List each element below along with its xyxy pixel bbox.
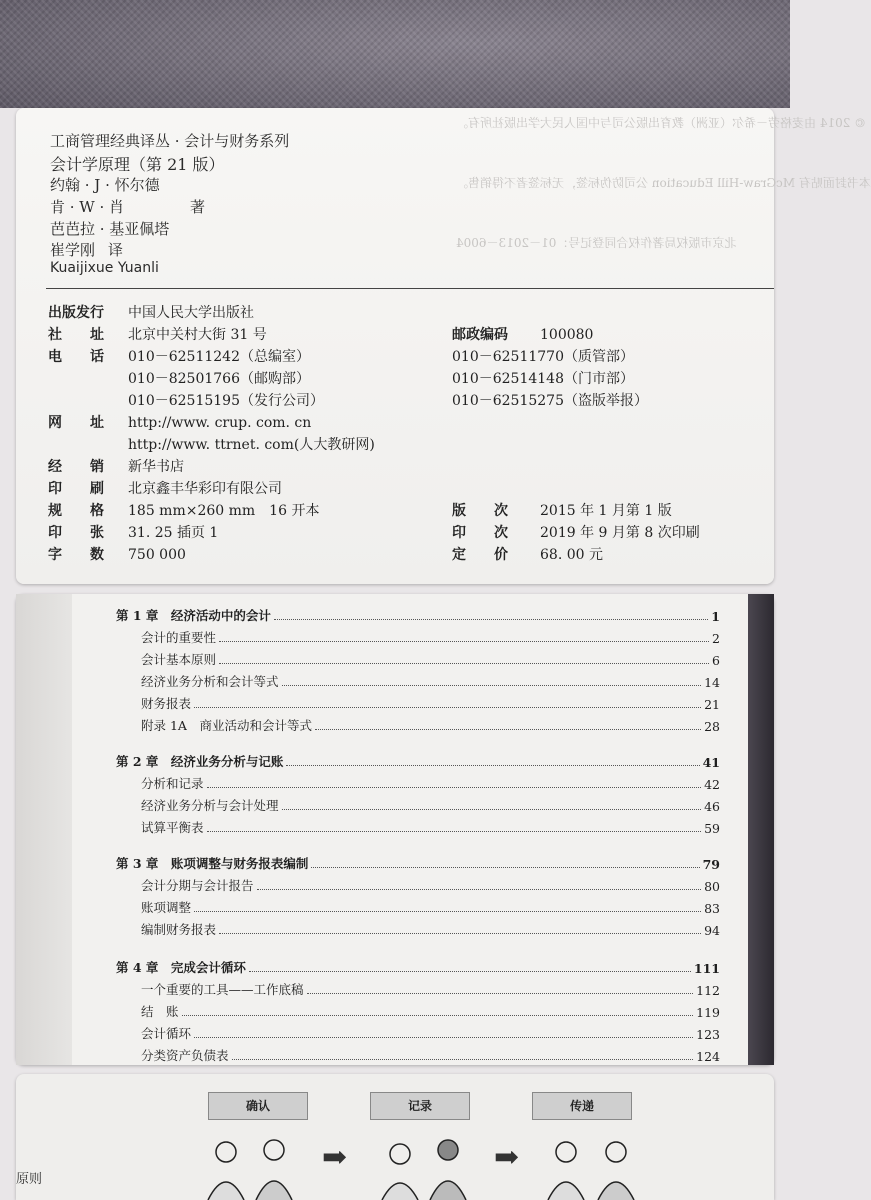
info-row-sheets: 印 张 31. 25 插页 1	[48, 525, 219, 541]
toc-section-row	[141, 650, 720, 668]
info-row-website-2: http://www. ttrnet. com(人大教研网)	[128, 437, 375, 453]
info-row-address: 社 址 北京中关村大街 31 号	[48, 327, 267, 343]
toc-entry-title: 第 4 章 完成会计循环	[116, 960, 246, 975]
info-row-website: 网 址 http://www. crup. com. cn	[48, 415, 312, 431]
info-row-wordcount: 字 数 750 000	[48, 547, 186, 563]
toc-leader-dots	[307, 993, 694, 994]
toc-entry-title: 经济业务分析和会计等式	[141, 674, 279, 689]
toc-leader-dots	[219, 663, 709, 664]
toc-entry-title: 第 3 章 账项调整与财务报表编制	[116, 856, 309, 871]
toc-section-row	[141, 628, 720, 646]
info-row-edition: 版 次 2015 年 1 月第 1 版	[452, 503, 672, 519]
toc-entry-title: 第 2 章 经济业务分析与记账	[116, 754, 284, 769]
toc-entry-title: 会计的重要性	[141, 630, 217, 645]
toc-leader-dots	[286, 765, 699, 766]
toc-leader-dots	[207, 787, 702, 788]
show-through-text: © 2014 由麦格劳－希尔（亚洲）教育出版公司与中国人民大学出版社所有。	[456, 116, 867, 130]
info-row-phone: 电 话 010－62511242（总编室）	[48, 349, 310, 365]
arrow-icon: ➡	[494, 1140, 520, 1175]
author-2: 肯 · W · 肖	[50, 198, 125, 216]
toc-entry-title: 编制财务报表	[141, 922, 217, 937]
step-box-record: 记录	[370, 1092, 470, 1120]
toc-page-number: 112	[696, 983, 720, 998]
people-illustration	[536, 1134, 646, 1200]
copyright-page-photo	[16, 108, 871, 584]
side-page-text: 原则	[16, 1172, 43, 1187]
toc-section-row	[141, 774, 720, 792]
book-title: 会计学原理（第 21 版）	[50, 155, 225, 174]
toc-page-number: 28	[704, 719, 720, 734]
show-through-text: 北京市版权局著作权合同登记号：01－2013－6004	[456, 236, 737, 250]
toc-entry-title: 一个重要的工具——工作底稿	[141, 982, 304, 997]
info-row-publisher: 出版发行 中国人民大学出版社	[48, 305, 254, 321]
toc-entry-title: 试算平衡表	[141, 820, 204, 835]
toc-leader-dots	[311, 867, 699, 868]
fabric-background	[0, 0, 790, 108]
divider-rule	[46, 288, 774, 289]
toc-leader-dots	[207, 831, 702, 832]
table-of-contents-photo	[16, 594, 774, 1065]
facing-page-edge	[16, 594, 72, 1065]
toc-page-number: 2	[712, 631, 720, 646]
info-row-postcode: 邮政编码 100080	[452, 327, 594, 343]
info-row-phone-store: 010－62514148（门市部）	[452, 371, 634, 387]
toc-section-row	[141, 796, 720, 814]
toc-leader-dots	[194, 911, 701, 912]
toc-page-number: 124	[696, 1049, 720, 1064]
toc-chapter-row	[116, 958, 720, 976]
toc-page-number: 21	[704, 697, 720, 712]
toc-section-row	[141, 818, 720, 836]
toc-section-row	[141, 1046, 720, 1064]
toc-leader-dots	[315, 729, 701, 730]
toc-leader-dots	[249, 971, 691, 972]
toc-chapter-row	[116, 854, 720, 872]
toc-page-number: 46	[704, 799, 720, 814]
toc-section-row	[141, 920, 720, 938]
toc-section-row	[141, 672, 720, 690]
illustration-photo	[16, 1074, 774, 1200]
toc-leader-dots	[219, 933, 701, 934]
toc-leader-dots	[274, 619, 708, 620]
toc-leader-dots	[257, 889, 702, 890]
toc-page-number: 6	[712, 653, 720, 668]
toc-entry-title: 会计分期与会计报告	[141, 878, 254, 893]
toc-entry-title: 分类资产负债表	[141, 1048, 229, 1063]
toc-page-number: 1	[711, 609, 720, 624]
author-3: 芭芭拉 · 基亚佩塔	[50, 220, 170, 238]
toc-page-number: 41	[702, 755, 720, 770]
toc-entry-title: 第 1 章 经济活动中的会计	[116, 608, 271, 623]
toc-page-number: 83	[704, 901, 720, 916]
info-row-printer: 印 刷 北京鑫丰华彩印有限公司	[48, 481, 282, 497]
pinyin-title: Kuaijixue Yuanli	[50, 260, 159, 276]
author-role: 著	[190, 198, 206, 216]
toc-section-row	[141, 876, 720, 894]
toc-leader-dots	[182, 1015, 694, 1016]
translator-role: 译	[108, 241, 124, 259]
toc-chapter-row	[116, 606, 720, 624]
info-row-printing: 印 次 2019 年 9 月第 8 次印刷	[452, 525, 700, 541]
author-1: 约翰 · J · 怀尔德	[50, 176, 160, 194]
toc-page-number: 59	[704, 821, 720, 836]
info-row-phone-2: 010－82501766（邮购部）	[128, 371, 310, 387]
toc-page-number: 111	[693, 961, 720, 976]
toc-section-row	[141, 694, 720, 712]
step-box-recognize: 确认	[208, 1092, 308, 1120]
toc-page-number: 42	[704, 777, 720, 792]
toc-section-row	[141, 1024, 720, 1042]
toc-section-row	[141, 716, 720, 734]
toc-entry-title: 结 账	[141, 1004, 179, 1019]
toc-entry-title: 财务报表	[141, 696, 192, 711]
people-illustration	[196, 1134, 306, 1200]
series-name: 工商管理经典译丛 · 会计与财务系列	[50, 132, 290, 150]
book-spine-shadow	[748, 594, 774, 1065]
translator: 崔学刚	[50, 241, 96, 259]
toc-leader-dots	[232, 1059, 694, 1060]
toc-entry-title: 会计循环	[141, 1026, 192, 1041]
arrow-icon: ➡	[322, 1140, 348, 1175]
toc-section-row	[141, 898, 720, 916]
toc-page-number: 123	[696, 1027, 720, 1042]
toc-leader-dots	[282, 809, 702, 810]
toc-chapter-row	[116, 752, 720, 770]
toc-leader-dots	[282, 685, 702, 686]
info-row-price: 定 价 68. 00 元	[452, 547, 603, 563]
toc-page-number: 79	[702, 857, 720, 872]
toc-leader-dots	[219, 641, 709, 642]
info-row-phone-quality: 010－62511770（质管部）	[452, 349, 634, 365]
toc-entry-title: 附录 1A 商业活动和会计等式	[141, 718, 312, 733]
toc-page-number: 119	[696, 1005, 720, 1020]
toc-leader-dots	[194, 707, 701, 708]
info-row-format: 规 格 185 mm×260 mm 16 开本	[48, 503, 320, 519]
toc-page-number: 80	[704, 879, 720, 894]
toc-page-number: 94	[704, 923, 720, 938]
toc-entry-title: 分析和记录	[141, 776, 204, 791]
toc-entry-title: 会计基本原则	[141, 652, 217, 667]
toc-section-row	[141, 980, 720, 998]
toc-leader-dots	[194, 1037, 693, 1038]
toc-entry-title: 经济业务分析与会计处理	[141, 798, 279, 813]
show-through-text: 本书封面贴有 McGraw-Hill Education 公司防伪标签，无标签者不得销售。	[456, 176, 871, 190]
info-row-phone-3: 010－62515195（发行公司）	[128, 393, 324, 409]
info-row-distributor: 经 销 新华书店	[48, 459, 184, 475]
toc-page-number: 14	[704, 675, 720, 690]
toc-section-row	[141, 1002, 720, 1020]
info-row-phone-piracy: 010－62515275（盗版举报）	[452, 393, 648, 409]
people-illustration	[372, 1134, 482, 1200]
step-box-communicate: 传递	[532, 1092, 632, 1120]
toc-entry-title: 账项调整	[141, 900, 192, 915]
